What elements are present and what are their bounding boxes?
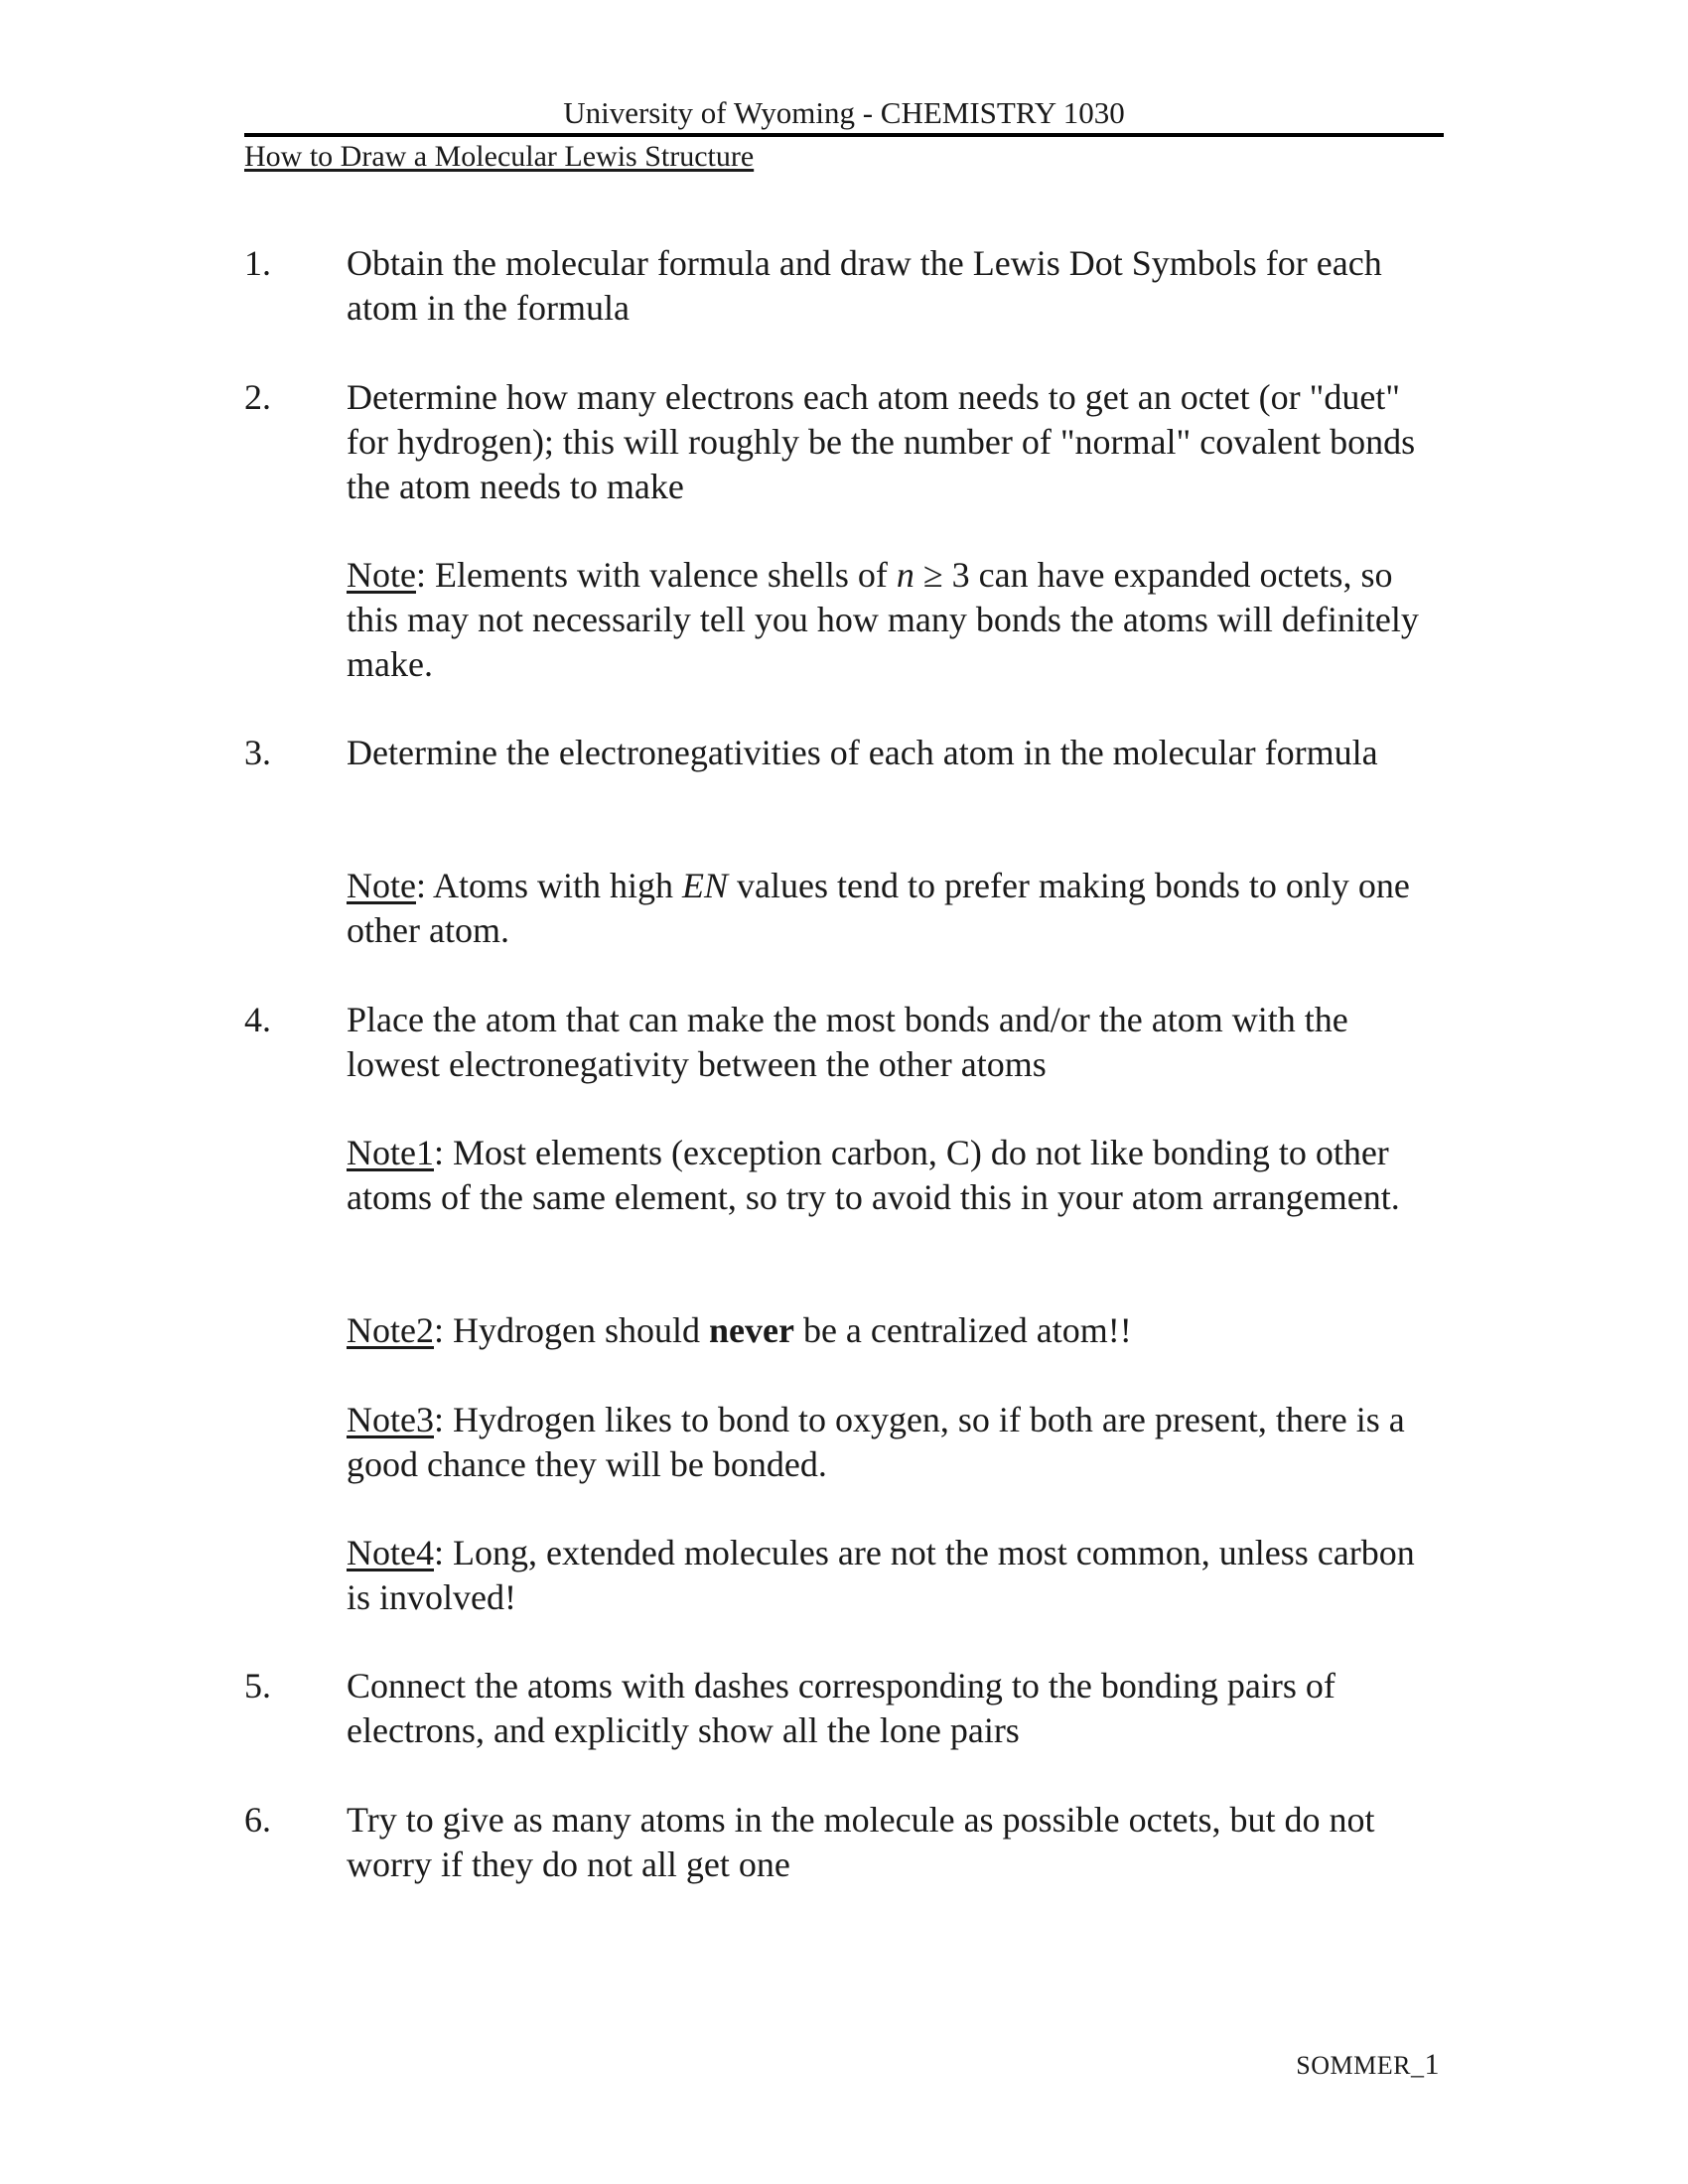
step-text: Determine how many electrons each atom needs to get an octet (or "duet" for hydrogen); this will roughly be the number of "normal" covalent bonds the atom needs to make <box>347 377 1416 506</box>
note-label: Note <box>347 555 416 595</box>
page-footer <box>1296 2049 1440 2082</box>
note-label: Note4 <box>347 1533 434 1572</box>
step-text: Determine the electronegativities of each atom in the molecular formula <box>347 733 1378 772</box>
note-label: Note3 <box>347 1400 434 1439</box>
step-4-note-1 <box>347 1131 1439 1220</box>
document-header <box>244 95 1444 175</box>
step-number: 4. <box>244 1000 271 1039</box>
step-text: Connect the atoms with dashes corresponding to the bonding pairs of electrons, and explicitly show all the lone pairs <box>347 1666 1336 1750</box>
note-emphasis: n <box>896 555 914 595</box>
step-text: Try to give as many atoms in the molecule as possible octets, but do not worry if they do not all get one <box>347 1800 1375 1884</box>
step-text: Obtain the molecular formula and draw the Lewis Dot Symbols for each atom in the formula <box>347 243 1382 328</box>
note-text: be a centralized atom!! <box>793 1310 1132 1350</box>
footer-author: SOMMER_ <box>1296 2051 1425 2080</box>
step-3-note <box>347 864 1439 953</box>
note-label: Note2 <box>347 1310 434 1350</box>
note-text: ≥ 3 can have expanded octets, so this may not necessarily tell you how many bonds the atoms will definitely make. <box>347 555 1419 684</box>
header-divider <box>244 133 1444 137</box>
course-title: University of Wyoming - CHEMISTRY 1030 <box>563 95 1125 130</box>
step-4-note-3 <box>347 1398 1439 1487</box>
note-emphasis: EN <box>682 866 729 905</box>
step-number: 3. <box>244 733 271 772</box>
step-4-note-4 <box>347 1531 1439 1620</box>
note-text: : Most elements (exception carbon, C) do not like bonding to other atoms of the same element, so try to avoid this in your atom arrangement. <box>347 1133 1400 1217</box>
step-number: 1. <box>244 243 271 283</box>
step-number: 5. <box>244 1666 271 1706</box>
page-number: 1 <box>1424 2048 1440 2081</box>
note-text: : Elements with valence shells of <box>415 555 897 595</box>
step-number: 2. <box>244 377 271 417</box>
step-4-note-2 <box>347 1308 1439 1353</box>
note-text: values tend to prefer making bonds to only one other atom. <box>347 866 1410 950</box>
note-text: : Atoms with high <box>415 866 683 905</box>
document-subtitle: How to Draw a Molecular Lewis Structure <box>244 140 755 173</box>
note-label: Note <box>347 866 416 905</box>
step-2-note <box>347 553 1439 687</box>
note-text: : Hydrogen should <box>433 1310 709 1350</box>
note-text: : Hydrogen likes to bond to oxygen, so if both are present, there is a good chance they will be bonded. <box>347 1400 1405 1484</box>
note-text: : Long, extended molecules are not the most common, unless carbon is involved! <box>347 1533 1415 1617</box>
step-number: 6. <box>244 1800 271 1840</box>
note-label: Note1 <box>347 1133 434 1172</box>
step-text: Place the atom that can make the most bonds and/or the atom with the lowest electronegativity between the other atoms <box>347 1000 1348 1084</box>
note-strong: never <box>708 1310 794 1350</box>
